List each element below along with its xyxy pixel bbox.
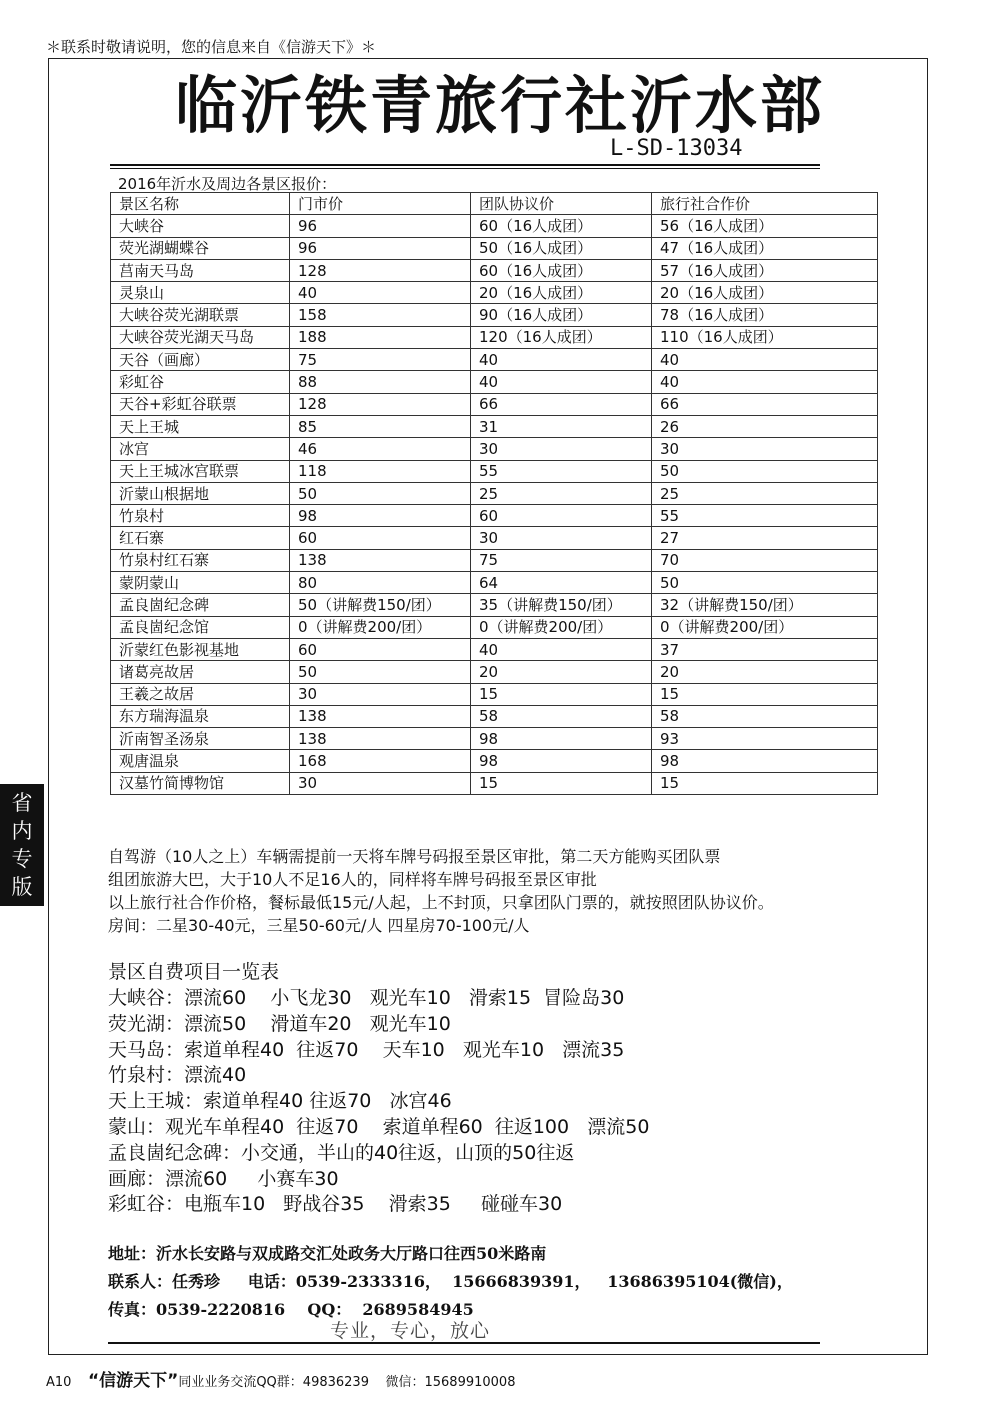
- cell-group-price: 55: [471, 460, 652, 482]
- table-row: [111, 638, 878, 660]
- table-row: [111, 438, 878, 460]
- cell-agency-price: 50: [652, 572, 878, 594]
- cell-agency-price: 70: [652, 549, 878, 571]
- cell-scenic-name: 天上王城: [111, 415, 290, 437]
- cell-scenic-name: 灵泉山: [111, 282, 290, 304]
- cell-retail-price: 46: [290, 438, 471, 460]
- table-row: [111, 282, 878, 304]
- side-tab-char: 内: [11, 819, 33, 843]
- cell-group-price: 64: [471, 572, 652, 594]
- table-row: [111, 326, 878, 348]
- cell-group-price: 75: [471, 549, 652, 571]
- cell-agency-price: 50: [652, 460, 878, 482]
- table-header-row: [111, 193, 878, 215]
- cell-retail-price: 128: [290, 259, 471, 281]
- cell-scenic-name: 沂蒙红色影视基地: [111, 638, 290, 660]
- cell-group-price: 35（讲解费150/团）: [471, 594, 652, 616]
- table-row: [111, 237, 878, 259]
- side-tab-char: 专: [11, 847, 33, 871]
- cell-retail-price: 85: [290, 415, 471, 437]
- cell-group-price: 98: [471, 728, 652, 750]
- table-row: [111, 572, 878, 594]
- cell-group-price: 40: [471, 371, 652, 393]
- cell-retail-price: 138: [290, 728, 471, 750]
- table-row: [111, 349, 878, 371]
- fee-line: 蒙山：观光车单程40 往返70 索道单程60 往返100 漂流50: [108, 1115, 650, 1138]
- note-line: 以上旅行社合作价格，餐标最低15元/人起，上不封顶，只拿团队门票的，就按照团队协议价。: [108, 893, 774, 912]
- footer-brand: “信游天下”: [87, 1371, 179, 1391]
- cell-scenic-name: 东方瑞海温泉: [111, 705, 290, 727]
- cell-scenic-name: 荧光湖蝴蝶谷: [111, 237, 290, 259]
- cell-agency-price: 66: [652, 393, 878, 415]
- note-line: 组团旅游大巴，大于10人不足16人的，同样将车牌号码报至景区审批: [108, 870, 597, 889]
- note-line: 自驾游（10人之上）车辆需提前一天将车牌号码报至景区审批，第二天方能购买团队票: [108, 847, 721, 866]
- cell-scenic-name: 天谷+彩虹谷联票: [111, 393, 290, 415]
- cell-agency-price: 58: [652, 705, 878, 727]
- cell-group-price: 25: [471, 482, 652, 504]
- cell-agency-price: 15: [652, 772, 878, 794]
- cell-group-price: 60（16人成团）: [471, 215, 652, 237]
- cell-agency-price: 110（16人成团）: [652, 326, 878, 348]
- cell-agency-price: 25: [652, 482, 878, 504]
- cell-agency-price: 15: [652, 683, 878, 705]
- cell-group-price: 20: [471, 661, 652, 683]
- price-table: [110, 192, 878, 795]
- cell-scenic-name: 大峡谷荧光湖联票: [111, 304, 290, 326]
- cell-retail-price: 0（讲解费200/团）: [290, 616, 471, 638]
- fee-line: 竹泉村：漂流40: [108, 1064, 247, 1087]
- column-header-retail: 门市价: [290, 193, 471, 215]
- cell-agency-price: 20（16人成团）: [652, 282, 878, 304]
- page-title: 临沂铁青旅行社沂水部: [174, 69, 825, 142]
- fee-line: 孟良崮纪念碑：小交通，半山的40往返，山顶的50往返: [108, 1141, 575, 1164]
- slogan: 专业，专心，放心: [330, 1320, 491, 1342]
- cell-scenic-name: 大峡谷荧光湖天马岛: [111, 326, 290, 348]
- cell-retail-price: 168: [290, 750, 471, 772]
- cell-scenic-name: 天谷（画廊）: [111, 349, 290, 371]
- table-row: [111, 371, 878, 393]
- cell-retail-price: 88: [290, 371, 471, 393]
- table-row: [111, 661, 878, 683]
- cell-scenic-name: 冰宫: [111, 438, 290, 460]
- table-caption: 2016年沂水及周边各景区报价：: [118, 175, 337, 193]
- page-number: A10: [46, 1375, 72, 1390]
- contact-info: [108, 1240, 908, 1324]
- table-row: [111, 259, 878, 281]
- license-number: L-SD-13034: [610, 136, 743, 161]
- table-row: [111, 772, 878, 794]
- table-row: [111, 549, 878, 571]
- cell-retail-price: 96: [290, 215, 471, 237]
- table-row: [111, 460, 878, 482]
- cell-agency-price: 93: [652, 728, 878, 750]
- cell-retail-price: 128: [290, 393, 471, 415]
- table-row: [111, 683, 878, 705]
- cell-scenic-name: 红石寨: [111, 527, 290, 549]
- table-row: [111, 393, 878, 415]
- cell-retail-price: 50（讲解费150/团）: [290, 594, 471, 616]
- cell-group-price: 15: [471, 772, 652, 794]
- cell-retail-price: 96: [290, 237, 471, 259]
- fee-line: 荧光湖：漂流50 滑道车20 观光车10: [108, 1012, 451, 1035]
- cell-group-price: 66: [471, 393, 652, 415]
- cell-retail-price: 30: [290, 683, 471, 705]
- side-tab-char: 版: [11, 875, 33, 899]
- cell-retail-price: 188: [290, 326, 471, 348]
- table-row: [111, 415, 878, 437]
- cell-retail-price: 138: [290, 705, 471, 727]
- cell-scenic-name: 天上王城冰宫联票: [111, 460, 290, 482]
- cell-scenic-name: 彩虹谷: [111, 371, 290, 393]
- column-header-scenic: 景区名称: [111, 193, 290, 215]
- cell-retail-price: 118: [290, 460, 471, 482]
- cell-agency-price: 30: [652, 438, 878, 460]
- cell-agency-price: 56（16人成团）: [652, 215, 878, 237]
- cell-group-price: 15: [471, 683, 652, 705]
- cell-agency-price: 40: [652, 371, 878, 393]
- cell-agency-price: 47（16人成团）: [652, 237, 878, 259]
- table-body: [111, 215, 878, 795]
- cell-agency-price: 40: [652, 349, 878, 371]
- cell-group-price: 60: [471, 505, 652, 527]
- cell-retail-price: 60: [290, 638, 471, 660]
- divider: [110, 168, 820, 169]
- cell-retail-price: 75: [290, 349, 471, 371]
- cell-group-price: 31: [471, 415, 652, 437]
- cell-group-price: 58: [471, 705, 652, 727]
- cell-scenic-name: 竹泉村红石寨: [111, 549, 290, 571]
- table-row: [111, 616, 878, 638]
- table-row: [111, 527, 878, 549]
- cell-retail-price: 40: [290, 282, 471, 304]
- cell-scenic-name: 汉墓竹简博物馆: [111, 772, 290, 794]
- cell-group-price: 40: [471, 349, 652, 371]
- column-header-agency: 旅行社合作价: [652, 193, 878, 215]
- page-footer: [46, 1366, 515, 1391]
- table-row: [111, 594, 878, 616]
- address: 地址：沂水长安路与双成路交汇处政务大厅路口往西50米路南: [108, 1244, 547, 1263]
- optional-fees-section: [108, 958, 908, 1218]
- divider: [108, 1342, 820, 1344]
- cell-scenic-name: 王羲之故居: [111, 683, 290, 705]
- fee-line: 天马岛：索道单程40 往返70 天车10 观光车10 漂流35: [108, 1038, 625, 1061]
- note-line: 房间：二星30-40元，三星50-60元/人 四星房70-100元/人: [108, 916, 530, 935]
- cell-group-price: 30: [471, 438, 652, 460]
- cell-retail-price: 50: [290, 661, 471, 683]
- cell-retail-price: 138: [290, 549, 471, 571]
- booking-notes: [108, 845, 898, 937]
- cell-scenic-name: 孟良崮纪念馆: [111, 616, 290, 638]
- cell-agency-price: 26: [652, 415, 878, 437]
- cell-agency-price: 57（16人成团）: [652, 259, 878, 281]
- cell-agency-price: 27: [652, 527, 878, 549]
- cell-retail-price: 50: [290, 482, 471, 504]
- table-row: [111, 482, 878, 504]
- table-row: [111, 304, 878, 326]
- cell-agency-price: 0（讲解费200/团）: [652, 616, 878, 638]
- cell-group-price: 120（16人成团）: [471, 326, 652, 348]
- cell-group-price: 50（16人成团）: [471, 237, 652, 259]
- fee-line: 天上王城：索道单程40 往返70 冰宫46: [108, 1090, 452, 1113]
- cell-retail-price: 98: [290, 505, 471, 527]
- table-row: [111, 705, 878, 727]
- column-header-group: 团队协议价: [471, 193, 652, 215]
- cell-agency-price: 37: [652, 638, 878, 660]
- footer-contact: 同业业务交流QQ群：49836239 微信：15689910008: [178, 1375, 516, 1390]
- cell-agency-price: 78（16人成团）: [652, 304, 878, 326]
- cell-scenic-name: 蒙阴蒙山: [111, 572, 290, 594]
- cell-scenic-name: 莒南天马岛: [111, 259, 290, 281]
- side-tab-char: 省: [11, 791, 33, 815]
- cell-retail-price: 60: [290, 527, 471, 549]
- cell-agency-price: 98: [652, 750, 878, 772]
- cell-scenic-name: 沂蒙山根据地: [111, 482, 290, 504]
- cell-scenic-name: 观唐温泉: [111, 750, 290, 772]
- cell-scenic-name: 诸葛亮故居: [111, 661, 290, 683]
- cell-group-price: 20（16人成团）: [471, 282, 652, 304]
- fee-line: 画廊：漂流60 小赛车30: [108, 1167, 339, 1190]
- cell-group-price: 90（16人成团）: [471, 304, 652, 326]
- divider: [110, 164, 820, 166]
- cell-agency-price: 32（讲解费150/团）: [652, 594, 878, 616]
- table-row: [111, 728, 878, 750]
- fee-line: 大峡谷：漂流60 小飞龙30 观光车10 滑索15 冒险岛30: [108, 987, 625, 1009]
- cell-agency-price: 20: [652, 661, 878, 683]
- source-notice: ＊联系时敬请说明，您的信息来自《信游天下》＊: [46, 38, 377, 56]
- cell-scenic-name: 沂南智圣汤泉: [111, 728, 290, 750]
- cell-retail-price: 80: [290, 572, 471, 594]
- cell-agency-price: 55: [652, 505, 878, 527]
- cell-group-price: 60（16人成团）: [471, 259, 652, 281]
- cell-group-price: 40: [471, 638, 652, 660]
- contact-person: 联系人：任秀珍 电话：0539-2333316， 15666839391， 13686395104(微信)，: [108, 1272, 793, 1291]
- cell-retail-price: 158: [290, 304, 471, 326]
- cell-retail-price: 30: [290, 772, 471, 794]
- cell-group-price: 0（讲解费200/团）: [471, 616, 652, 638]
- fax-qq: 传真：0539-2220816 QQ： 2689584945: [108, 1300, 474, 1319]
- fee-line: 彩虹谷：电瓶车10 野战谷35 滑索35 碰碰车30: [108, 1193, 563, 1216]
- cell-group-price: 30: [471, 527, 652, 549]
- cell-scenic-name: 孟良崮纪念碑: [111, 594, 290, 616]
- cell-scenic-name: 大峡谷: [111, 215, 290, 237]
- table-row: [111, 505, 878, 527]
- cell-scenic-name: 竹泉村: [111, 505, 290, 527]
- table-row: [111, 215, 878, 237]
- table-row: [111, 750, 878, 772]
- cell-group-price: 98: [471, 750, 652, 772]
- side-tab: [0, 784, 44, 906]
- fees-heading: 景区自费项目一览表: [108, 961, 280, 983]
